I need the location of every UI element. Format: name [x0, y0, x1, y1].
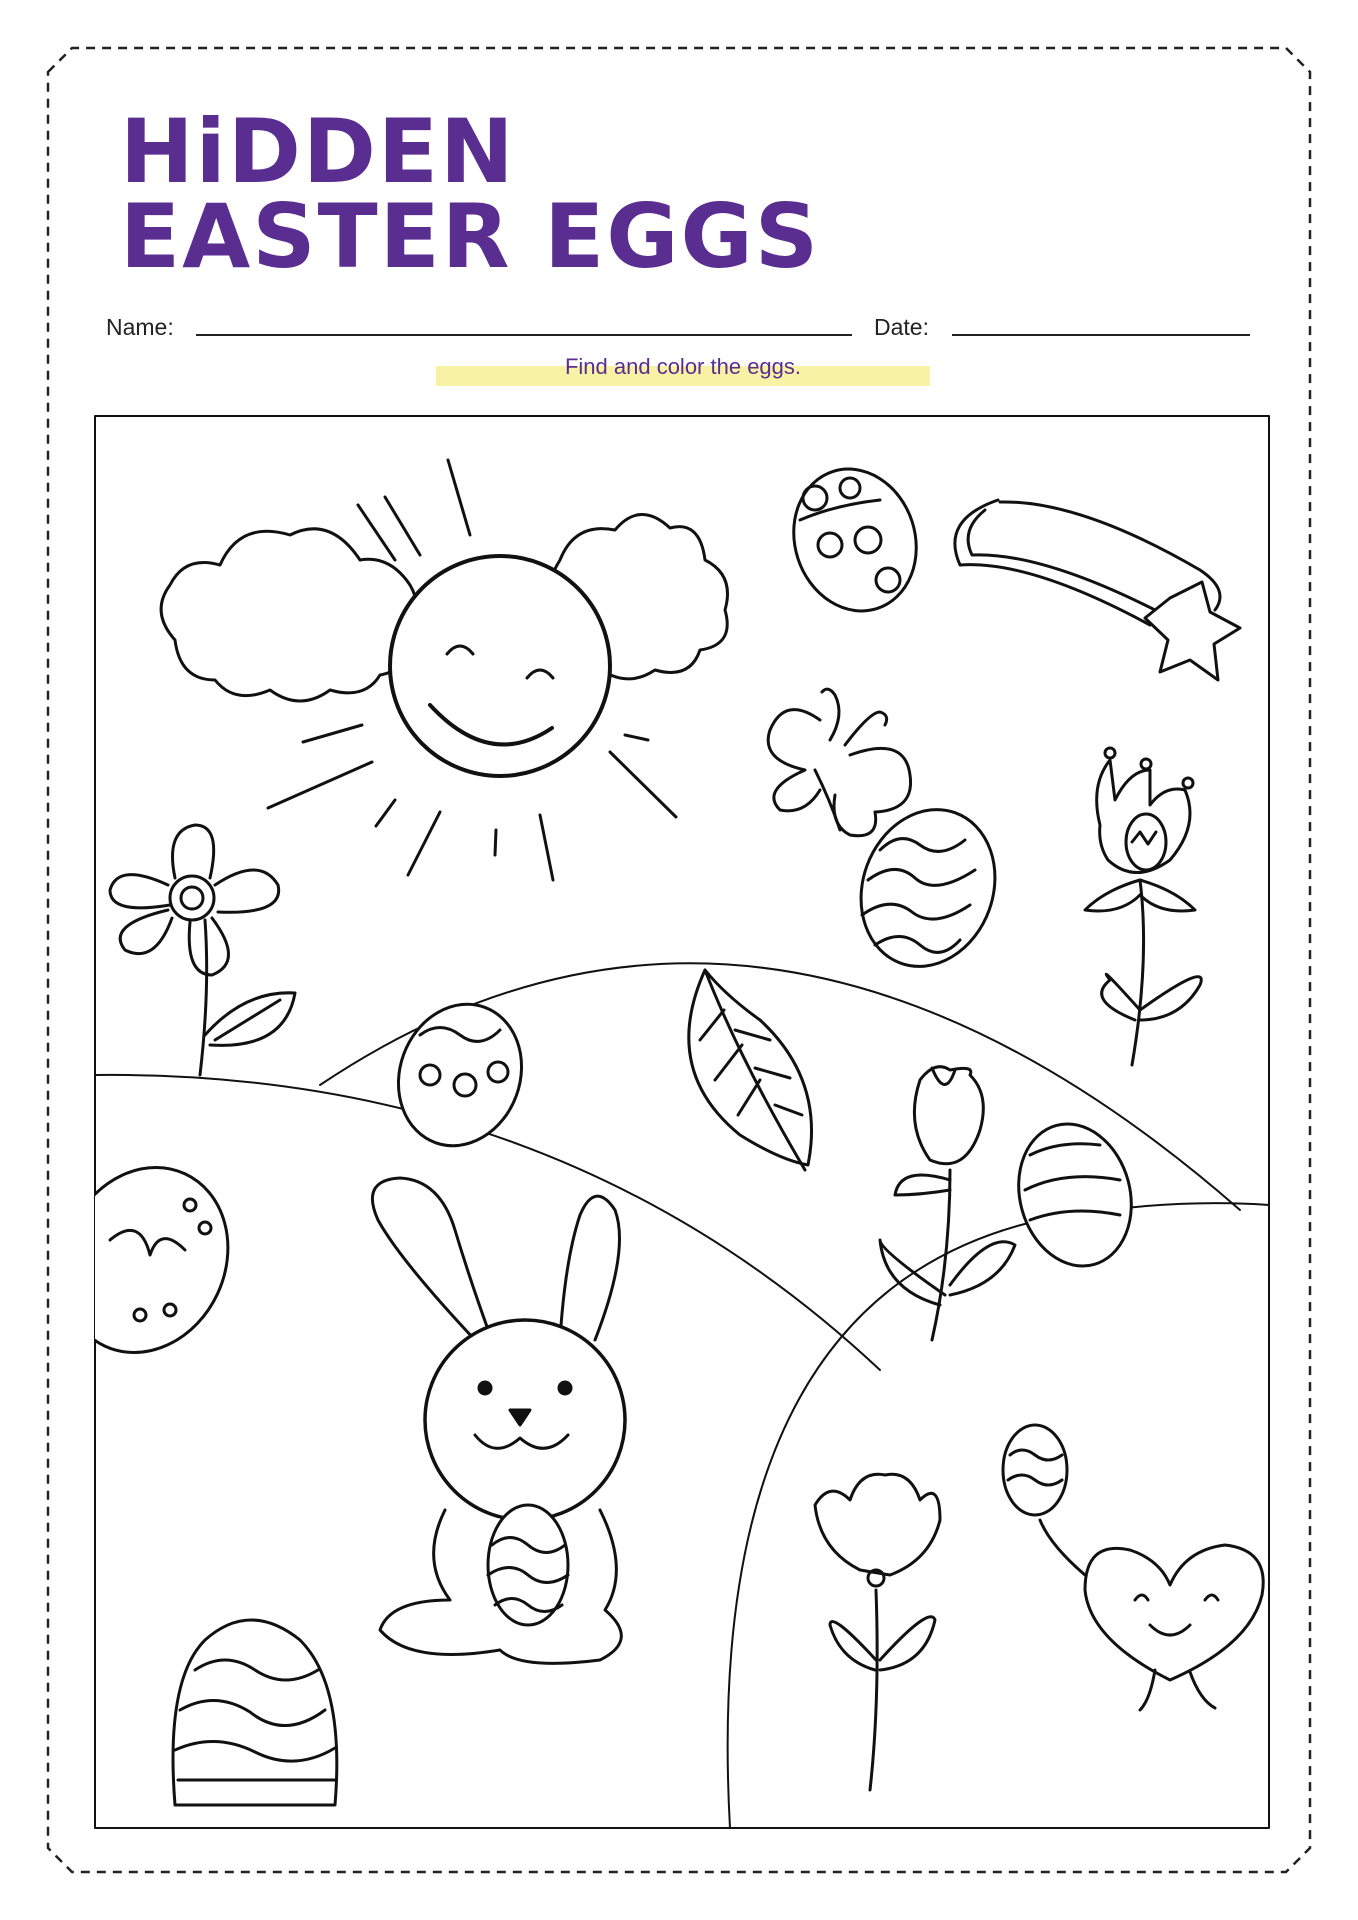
title-line-2: EASTER EGGS	[120, 185, 821, 288]
bunny	[372, 1178, 625, 1663]
cloud-left	[161, 529, 416, 701]
shooting-star	[955, 500, 1240, 680]
title-line-1: HiDDEN	[120, 100, 516, 203]
hill-right	[728, 1203, 1269, 1828]
flower-rose	[880, 1067, 1015, 1340]
egg-wavy-right	[840, 791, 1017, 986]
egg-striped	[1003, 1111, 1147, 1279]
egg-left-edge	[32, 1140, 257, 1380]
name-label: Name:	[106, 314, 174, 340]
flower-tulip	[815, 1474, 940, 1790]
egg-large-bottom	[173, 1620, 337, 1805]
butterfly	[768, 689, 910, 836]
heart-character	[1003, 1425, 1263, 1710]
egg-hill-middle	[379, 987, 541, 1163]
date-label: Date:	[874, 314, 929, 340]
instruction-text: Find and color the eggs.	[564, 354, 802, 379]
leaf	[689, 970, 812, 1170]
flower-daisy	[110, 825, 295, 1075]
flower-egg-bud	[1085, 748, 1201, 1065]
egg-top	[776, 453, 935, 627]
